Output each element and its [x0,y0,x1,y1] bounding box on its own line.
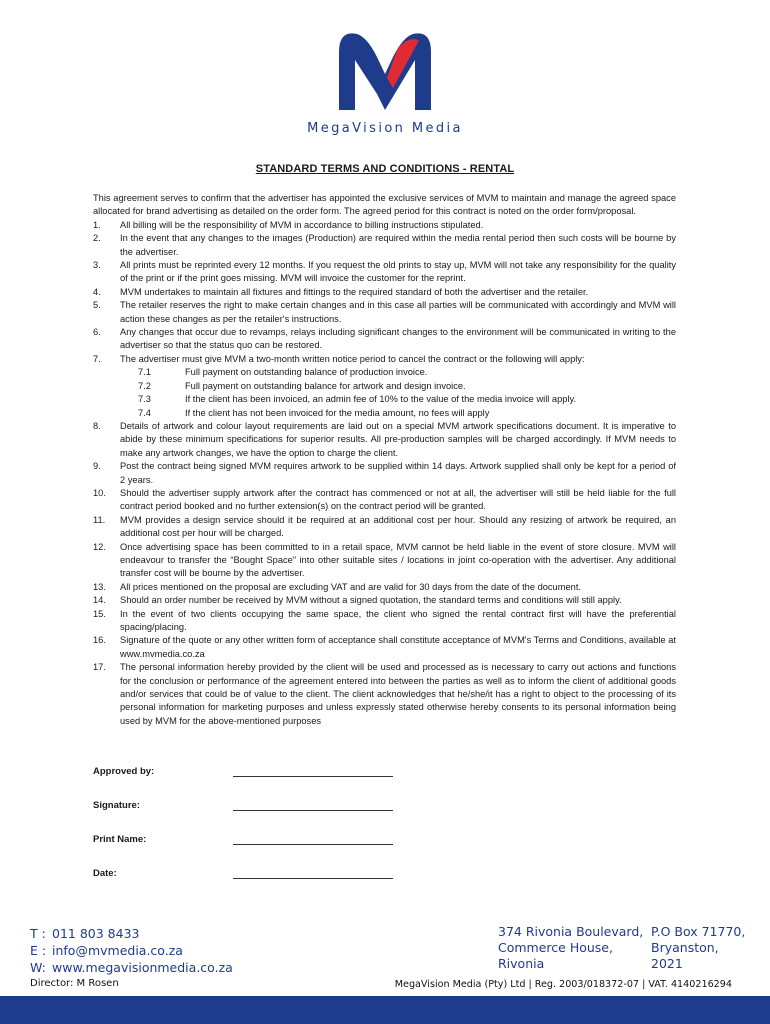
clause-text: In the event of two clients occupying the same space, the client who signed the rental contract first will have the preferential spacing/placing. [120,608,676,632]
subclause-text: Full payment on outstanding balance for artwork and design invoice. [185,380,466,391]
approved-by-field[interactable] [233,766,393,777]
address-line: Rivonia [498,956,545,971]
document-title: STANDARD TERMS AND CONDITIONS - RENTAL [255,163,515,175]
company-registration: MegaVision Media (Pty) Ltd | Reg. 2003/018372-07 | VAT. 4140216294 [394,979,732,990]
clause-text: MVM undertakes to maintain all fixtures and fittings to the required standard of both the advertiser and the retailer. [120,286,589,297]
clause-item [93,299,676,326]
clause-item [93,594,676,607]
clause-item [93,353,676,366]
clause-item [93,259,676,286]
postal-line: P.O Box 71770, [651,924,746,939]
clause-text: The retailer reserves the right to make certain changes and in this case all parties will be communicated with accordingly and MVM will action these changes as per the retailer's instructions. [120,300,676,324]
date-row [93,868,413,902]
subclause-number: 7.4 [138,407,151,418]
website-key: W: [30,960,46,975]
clause-text: All billing will be the responsibility of MVM in accordance to billing instructions stipulated. [120,219,484,230]
clause-text: Any changes that occur due to revamps, relays including significant changes to the environment will be communicated in writing to the advertiser so that the status quo can be restored. [120,327,676,351]
approved-by-row [93,766,413,800]
clause-number: 1. [93,219,101,230]
clause-number: 3. [93,260,101,271]
subclause-item [93,393,676,406]
clause-item [93,514,676,541]
postal-line: 2021 [651,956,683,971]
postal-address [651,924,745,972]
email-address[interactable]: info@mvmedia.co.za [52,943,183,958]
print-name-field[interactable] [233,834,393,845]
subclause-number: 7.3 [138,394,151,405]
date-label: Date: [93,868,117,879]
clause-item [93,487,676,514]
clause-item [93,232,676,259]
subclause-number: 7.2 [138,380,151,391]
date-field[interactable] [233,868,393,879]
subclause-item [93,366,676,379]
footer-bar [0,996,770,1024]
clause-number: 9. [93,461,101,472]
subclause-text: Full payment on outstanding balance of production invoice. [185,367,428,378]
megavision-m-logo-icon [325,22,445,117]
street-address [498,924,643,972]
subclause-text: If the client has not been invoiced for the media amount, no fees will apply [185,407,490,418]
clause-number: 17. [93,662,106,673]
clause-text: The advertiser must give MVM a two-month written notice period to cancel the contract or the following will apply: [120,353,585,364]
clause-text: Should the advertiser supply artwork after the contract has commenced or not at all, the advertiser will still be held liable for the full contract period booked and no further extension(s) on the contract period will be granted. [120,487,676,512]
clause-item [93,608,676,635]
clause-number: 10. [93,487,106,498]
email-key: E : [30,943,47,958]
clause-number: 15. [93,608,106,619]
clause-item [93,326,676,353]
clause-text: Post the contract being signed MVM requires artwork to be supplied within 14 days. Artwork supplied shall only be kept for a period of 2 years. [120,461,676,485]
director-name: Director: M Rosen [30,978,119,989]
clause-text: MVM provides a design service should it be required at an additional cost per hour. Should any resizing of artwork be required, an additional cost per hour will be charged. [120,514,676,539]
logo-wordmark: MegaVision Media [307,121,463,136]
clause-number: 4. [93,286,101,297]
signature-field[interactable] [233,800,393,811]
clause-number: 12. [93,541,106,552]
website-line [30,959,233,976]
phone-number: 011 803 8433 [52,926,140,941]
clause-item [93,420,676,460]
clause-text: Details of artwork and colour layout requirements are laid out on a special MVM artwork specifications document. It is imperative to abide by these minimum specifications for superior results. All pre-production samples will be charged accordingly. If MVM needs to make any artwork changes, we have the option to charge the client. [120,420,676,458]
company-logo [0,22,770,136]
clause-number: 5. [93,300,101,311]
clause-text: In the event that any changes to the images (Production) are required within the media rental period then such costs will be bourne by the advertiser. [120,233,676,257]
clause-number: 11. [93,514,106,525]
signature-row [93,800,413,834]
clause-item [93,661,676,728]
subclause-item [93,380,676,393]
clause-text: All prints must be reprinted every 12 months. If you request the old prints to stay up, MVM will not take any responsibility for the quality of the print or if the print goes missing. MVM will invoice the customer for the reprint. [120,260,676,284]
phone-line [30,925,233,942]
clause-item [93,541,676,581]
clause-item [93,286,676,299]
clause-number: 2. [93,233,101,244]
subclause-text: If the client has been invoiced, an admin fee of 10% to the value of the media invoice will apply. [185,394,577,405]
contact-details [30,925,233,976]
address-line: Commerce House, [498,940,613,955]
approved-by-label: Approved by: [93,766,155,777]
clause-number: 14. [93,595,106,606]
email-line [30,942,233,959]
signature-label: Signature: [93,800,140,811]
clause-number: 13. [93,581,106,592]
clause-list [93,219,676,728]
print-name-row [93,834,413,868]
clause-text: All prices mentioned on the proposal are excluding VAT and are valid for 30 days from the date of the document. [120,581,581,592]
clause-item [93,581,676,594]
clause-text: The personal information hereby provided by the client will be used and processed as is necessary to carry out actions and functions for the conclusion or performance of the agreement entered into between the parties as well as to inform the client of additional goods and/or services that could be of value to the client. The client acknowledges that he/she/it has a right to object to the processing of its personal information for marketing purposes and unless expressly stated otherwise hereby consents to its personal information being used by MVM for the above-mentioned purposes [120,662,676,726]
intro-paragraph: This agreement serves to confirm that the advertiser has appointed the exclusive services of MVM to maintain and manage the agreed space allocated for brand advertising as detailed on the order form. The agreed period for this contract is noted on the order form/proposal. [93,193,676,217]
address-line: 374 Rivonia Boulevard, [498,924,644,939]
clause-number: 16. [93,635,106,646]
clause-number: 8. [93,420,101,431]
clause-item [93,219,676,232]
clause-item [93,634,676,661]
clause-item [93,460,676,487]
website-url[interactable]: www.megavisionmedia.co.za [52,960,233,975]
clause-number: 6. [93,327,101,338]
clause-text: Should an order number be received by MVM without a signed quotation, the standard terms and conditions will still apply. [120,595,622,606]
print-name-label: Print Name: [93,834,147,845]
clause-number: 7. [93,353,101,364]
clause-text: Once advertising space has been committed to in a retail space, MVM cannot be held liable in the event of store closure. MVM will endeavour to transfer the “Bought Space” into other suitable sites / locations in joint co-operation with the advertiser. Any additional transfer cost will be bourne by the advertiser. [120,541,676,579]
signature-block [93,766,413,902]
subclause-item [93,407,676,420]
terms-body [93,192,676,728]
phone-key: T : [30,926,46,941]
postal-line: Bryanston, [651,940,719,955]
clause-text: Signature of the quote or any other written form of acceptance shall constitute acceptance of MVM's Terms and Conditions, available at www.mvmedia.co.za [120,635,676,659]
subclause-number: 7.1 [138,367,151,378]
